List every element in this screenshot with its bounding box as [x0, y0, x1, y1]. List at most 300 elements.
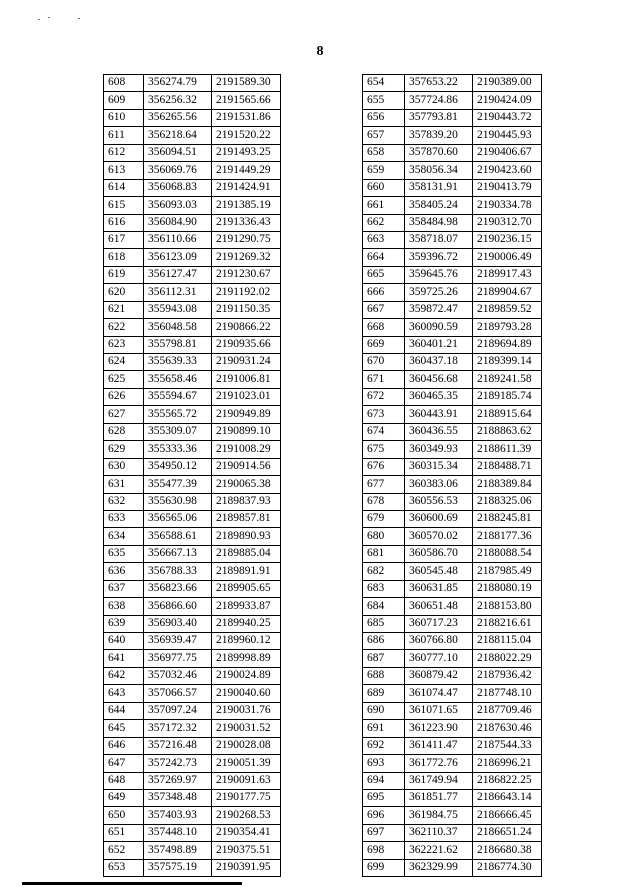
point-number-cell: 618	[104, 249, 144, 266]
x-coordinate-cell: 356565.06	[144, 510, 212, 527]
y-coordinate-cell: 2186680.38	[473, 842, 542, 859]
x-coordinate-cell: 356788.33	[144, 563, 212, 580]
x-coordinate-cell: 362329.99	[405, 859, 473, 876]
x-coordinate-cell: 359645.76	[405, 266, 473, 283]
x-coordinate-cell: 360777.10	[405, 650, 473, 667]
x-coordinate-cell: 356274.79	[144, 75, 212, 92]
coordinate-table-left	[103, 74, 281, 877]
point-number-cell: 641	[104, 650, 144, 667]
point-number-cell: 639	[104, 615, 144, 632]
point-number-cell: 672	[363, 388, 405, 405]
y-coordinate-cell: 2189940.25	[212, 615, 281, 632]
table-row	[104, 824, 281, 841]
table-row	[104, 580, 281, 597]
x-coordinate-cell: 357575.19	[144, 859, 212, 876]
point-number-cell: 625	[104, 371, 144, 388]
table-row	[104, 650, 281, 667]
table-row	[104, 127, 281, 144]
point-number-cell: 699	[363, 859, 405, 876]
table-row	[363, 109, 542, 126]
x-coordinate-cell: 356218.64	[144, 127, 212, 144]
x-coordinate-cell: 356123.09	[144, 249, 212, 266]
x-coordinate-cell: 356084.90	[144, 214, 212, 231]
x-coordinate-cell: 358056.34	[405, 162, 473, 179]
y-coordinate-cell: 2190424.09	[473, 92, 542, 109]
y-coordinate-cell: 2190051.39	[212, 755, 281, 772]
point-number-cell: 656	[363, 109, 405, 126]
y-coordinate-cell: 2189837.93	[212, 493, 281, 510]
table-row	[104, 441, 281, 458]
x-coordinate-cell: 355798.81	[144, 336, 212, 353]
table-row	[104, 197, 281, 214]
point-number-cell: 651	[104, 824, 144, 841]
x-coordinate-cell: 356977.75	[144, 650, 212, 667]
y-coordinate-cell: 2191520.22	[212, 127, 281, 144]
x-coordinate-cell: 360570.02	[405, 528, 473, 545]
y-coordinate-cell: 2190866.22	[212, 319, 281, 336]
x-coordinate-cell: 360315.34	[405, 458, 473, 475]
table-row	[363, 702, 542, 719]
table-row	[363, 580, 542, 597]
scan-speck	[38, 19, 40, 20]
point-number-cell: 657	[363, 127, 405, 144]
x-coordinate-cell: 360401.21	[405, 336, 473, 353]
x-coordinate-cell: 361851.77	[405, 789, 473, 806]
table-row	[104, 231, 281, 248]
point-number-cell: 614	[104, 179, 144, 196]
y-coordinate-cell: 2186666.45	[473, 807, 542, 824]
x-coordinate-cell: 357242.73	[144, 755, 212, 772]
y-coordinate-cell: 2190236.15	[473, 231, 542, 248]
x-coordinate-cell: 357793.81	[405, 109, 473, 126]
table-row	[363, 441, 542, 458]
point-number-cell: 620	[104, 284, 144, 301]
table-row	[104, 685, 281, 702]
point-number-cell: 691	[363, 720, 405, 737]
table-row	[104, 319, 281, 336]
point-number-cell: 654	[363, 75, 405, 92]
x-coordinate-cell: 357066.57	[144, 685, 212, 702]
point-number-cell: 695	[363, 789, 405, 806]
table-row	[363, 249, 542, 266]
point-number-cell: 675	[363, 441, 405, 458]
y-coordinate-cell: 2188389.84	[473, 476, 542, 493]
y-coordinate-cell: 2190040.60	[212, 685, 281, 702]
x-coordinate-cell: 358718.07	[405, 231, 473, 248]
scan-speck	[48, 17, 50, 18]
point-number-cell: 644	[104, 702, 144, 719]
table-row	[104, 301, 281, 318]
table-row	[363, 214, 542, 231]
table-row	[104, 737, 281, 754]
coordinate-table-right	[362, 74, 542, 877]
point-number-cell: 666	[363, 284, 405, 301]
point-number-cell: 610	[104, 109, 144, 126]
y-coordinate-cell: 2191269.32	[212, 249, 281, 266]
y-coordinate-cell: 2191192.02	[212, 284, 281, 301]
point-number-cell: 679	[363, 510, 405, 527]
y-coordinate-cell: 2187709.46	[473, 702, 542, 719]
x-coordinate-cell: 360556.53	[405, 493, 473, 510]
x-coordinate-cell: 357032.46	[144, 667, 212, 684]
x-coordinate-cell: 356256.32	[144, 92, 212, 109]
point-number-cell: 609	[104, 92, 144, 109]
table-row	[363, 528, 542, 545]
point-number-cell: 683	[363, 580, 405, 597]
table-row	[104, 354, 281, 371]
x-coordinate-cell: 356094.51	[144, 144, 212, 161]
point-number-cell: 630	[104, 458, 144, 475]
x-coordinate-cell: 356068.83	[144, 179, 212, 196]
x-coordinate-cell: 356667.13	[144, 545, 212, 562]
point-number-cell: 626	[104, 388, 144, 405]
y-coordinate-cell: 2189890.93	[212, 528, 281, 545]
point-number-cell: 696	[363, 807, 405, 824]
point-number-cell: 652	[104, 842, 144, 859]
y-coordinate-cell: 2191531.86	[212, 109, 281, 126]
x-coordinate-cell: 357839.20	[405, 127, 473, 144]
point-number-cell: 693	[363, 755, 405, 772]
x-coordinate-cell: 356069.76	[144, 162, 212, 179]
x-coordinate-cell: 360600.69	[405, 510, 473, 527]
point-number-cell: 640	[104, 633, 144, 650]
table-row	[363, 301, 542, 318]
x-coordinate-cell: 360437.18	[405, 354, 473, 371]
point-number-cell: 686	[363, 633, 405, 650]
table-row	[104, 162, 281, 179]
y-coordinate-cell: 2191006.81	[212, 371, 281, 388]
table-row	[363, 615, 542, 632]
table-row	[363, 458, 542, 475]
x-coordinate-cell: 360586.70	[405, 545, 473, 562]
y-coordinate-cell: 2188080.19	[473, 580, 542, 597]
point-number-cell: 653	[104, 859, 144, 876]
point-number-cell: 698	[363, 842, 405, 859]
table-row	[363, 789, 542, 806]
table-row	[104, 336, 281, 353]
table-row	[363, 144, 542, 161]
point-number-cell: 681	[363, 545, 405, 562]
point-number-cell: 646	[104, 737, 144, 754]
x-coordinate-cell: 355658.46	[144, 371, 212, 388]
y-coordinate-cell: 2190031.76	[212, 702, 281, 719]
point-number-cell: 667	[363, 301, 405, 318]
y-coordinate-cell: 2186774.30	[473, 859, 542, 876]
y-coordinate-cell: 2186643.14	[473, 789, 542, 806]
x-coordinate-cell: 361772.76	[405, 755, 473, 772]
table-row	[363, 510, 542, 527]
table-row	[104, 807, 281, 824]
point-number-cell: 677	[363, 476, 405, 493]
point-number-cell: 655	[363, 92, 405, 109]
point-number-cell: 645	[104, 720, 144, 737]
table-row	[363, 755, 542, 772]
x-coordinate-cell: 358131.91	[405, 179, 473, 196]
table-row	[104, 510, 281, 527]
y-coordinate-cell: 2190177.75	[212, 789, 281, 806]
point-number-cell: 647	[104, 755, 144, 772]
point-number-cell: 687	[363, 650, 405, 667]
table-row	[104, 789, 281, 806]
point-number-cell: 617	[104, 231, 144, 248]
point-number-cell: 670	[363, 354, 405, 371]
table-row	[363, 92, 542, 109]
table-row	[363, 319, 542, 336]
y-coordinate-cell: 2190031.52	[212, 720, 281, 737]
y-coordinate-cell: 2190423.60	[473, 162, 542, 179]
y-coordinate-cell: 2189917.43	[473, 266, 542, 283]
table-row	[104, 528, 281, 545]
x-coordinate-cell: 361074.47	[405, 685, 473, 702]
x-coordinate-cell: 355477.39	[144, 476, 212, 493]
y-coordinate-cell: 2190006.49	[473, 249, 542, 266]
x-coordinate-cell: 360879.42	[405, 667, 473, 684]
table-row	[363, 284, 542, 301]
table-row	[104, 772, 281, 789]
point-number-cell: 680	[363, 528, 405, 545]
table-row	[104, 179, 281, 196]
table-row	[104, 563, 281, 580]
x-coordinate-cell: 358484.98	[405, 214, 473, 231]
y-coordinate-cell: 2188115.04	[473, 633, 542, 650]
footer-rule	[22, 882, 242, 885]
y-coordinate-cell: 2189241.58	[473, 371, 542, 388]
point-number-cell: 685	[363, 615, 405, 632]
x-coordinate-cell: 355565.72	[144, 406, 212, 423]
point-number-cell: 692	[363, 737, 405, 754]
point-number-cell: 633	[104, 510, 144, 527]
y-coordinate-cell: 2190443.72	[473, 109, 542, 126]
point-number-cell: 628	[104, 423, 144, 440]
point-number-cell: 661	[363, 197, 405, 214]
x-coordinate-cell: 357216.48	[144, 737, 212, 754]
x-coordinate-cell: 358405.24	[405, 197, 473, 214]
table-row	[104, 406, 281, 423]
y-coordinate-cell: 2190935.66	[212, 336, 281, 353]
x-coordinate-cell: 360436.55	[405, 423, 473, 440]
x-coordinate-cell: 357448.10	[144, 824, 212, 841]
table-row	[104, 388, 281, 405]
table-row	[104, 702, 281, 719]
point-number-cell: 694	[363, 772, 405, 789]
point-number-cell: 615	[104, 197, 144, 214]
table-row	[104, 476, 281, 493]
table-row	[363, 476, 542, 493]
table-row	[104, 92, 281, 109]
x-coordinate-cell: 360465.35	[405, 388, 473, 405]
x-coordinate-cell: 357870.60	[405, 144, 473, 161]
y-coordinate-cell: 2188153.80	[473, 598, 542, 615]
x-coordinate-cell: 357724.86	[405, 92, 473, 109]
table-row	[363, 842, 542, 859]
y-coordinate-cell: 2190024.89	[212, 667, 281, 684]
y-coordinate-cell: 2191150.35	[212, 301, 281, 318]
table-row	[363, 162, 542, 179]
y-coordinate-cell: 2191230.67	[212, 266, 281, 283]
y-coordinate-cell: 2191449.29	[212, 162, 281, 179]
table-row	[104, 266, 281, 283]
y-coordinate-cell: 2189933.87	[212, 598, 281, 615]
table-row	[363, 633, 542, 650]
table-row	[363, 720, 542, 737]
x-coordinate-cell: 361749.94	[405, 772, 473, 789]
y-coordinate-cell: 2187936.42	[473, 667, 542, 684]
y-coordinate-cell: 2188915.64	[473, 406, 542, 423]
x-coordinate-cell: 356110.66	[144, 231, 212, 248]
point-number-cell: 636	[104, 563, 144, 580]
y-coordinate-cell: 2189904.67	[473, 284, 542, 301]
y-coordinate-cell: 2189998.89	[212, 650, 281, 667]
table-row	[363, 667, 542, 684]
y-coordinate-cell: 2190028.08	[212, 737, 281, 754]
y-coordinate-cell: 2190334.78	[473, 197, 542, 214]
table-row	[104, 842, 281, 859]
y-coordinate-cell: 2190931.24	[212, 354, 281, 371]
table-row	[104, 667, 281, 684]
x-coordinate-cell: 362221.62	[405, 842, 473, 859]
table-row	[104, 75, 281, 92]
table-row	[363, 824, 542, 841]
x-coordinate-cell: 359725.26	[405, 284, 473, 301]
point-number-cell: 611	[104, 127, 144, 144]
y-coordinate-cell: 2188177.36	[473, 528, 542, 545]
x-coordinate-cell: 357498.89	[144, 842, 212, 859]
table-row	[363, 336, 542, 353]
y-coordinate-cell: 2190914.56	[212, 458, 281, 475]
x-coordinate-cell: 360766.80	[405, 633, 473, 650]
x-coordinate-cell: 355594.67	[144, 388, 212, 405]
x-coordinate-cell: 361223.90	[405, 720, 473, 737]
point-number-cell: 678	[363, 493, 405, 510]
point-number-cell: 624	[104, 354, 144, 371]
point-number-cell: 635	[104, 545, 144, 562]
point-number-cell: 613	[104, 162, 144, 179]
point-number-cell: 668	[363, 319, 405, 336]
table-row	[363, 423, 542, 440]
x-coordinate-cell: 355639.33	[144, 354, 212, 371]
point-number-cell: 619	[104, 266, 144, 283]
y-coordinate-cell: 2191008.29	[212, 441, 281, 458]
x-coordinate-cell: 357097.24	[144, 702, 212, 719]
y-coordinate-cell: 2190389.00	[473, 75, 542, 92]
y-coordinate-cell: 2188863.62	[473, 423, 542, 440]
x-coordinate-cell: 360717.23	[405, 615, 473, 632]
point-number-cell: 684	[363, 598, 405, 615]
y-coordinate-cell: 2190445.93	[473, 127, 542, 144]
x-coordinate-cell: 356866.60	[144, 598, 212, 615]
point-number-cell: 658	[363, 144, 405, 161]
y-coordinate-cell: 2189891.91	[212, 563, 281, 580]
table-row	[363, 354, 542, 371]
y-coordinate-cell: 2191565.66	[212, 92, 281, 109]
x-coordinate-cell: 360383.06	[405, 476, 473, 493]
y-coordinate-cell: 2191589.30	[212, 75, 281, 92]
point-number-cell: 629	[104, 441, 144, 458]
point-number-cell: 623	[104, 336, 144, 353]
table-row	[363, 406, 542, 423]
point-number-cell: 631	[104, 476, 144, 493]
point-number-cell: 638	[104, 598, 144, 615]
table-row	[363, 807, 542, 824]
table-row	[363, 127, 542, 144]
x-coordinate-cell: 360651.48	[405, 598, 473, 615]
table-row	[363, 266, 542, 283]
table-row	[104, 545, 281, 562]
y-coordinate-cell: 2191385.19	[212, 197, 281, 214]
x-coordinate-cell: 356588.61	[144, 528, 212, 545]
point-number-cell: 690	[363, 702, 405, 719]
point-number-cell: 697	[363, 824, 405, 841]
point-number-cell: 664	[363, 249, 405, 266]
y-coordinate-cell: 2188611.39	[473, 441, 542, 458]
y-coordinate-cell: 2191493.25	[212, 144, 281, 161]
y-coordinate-cell: 2187985.49	[473, 563, 542, 580]
x-coordinate-cell: 359872.47	[405, 301, 473, 318]
table-row	[104, 615, 281, 632]
point-number-cell: 634	[104, 528, 144, 545]
x-coordinate-cell: 354950.12	[144, 458, 212, 475]
point-number-cell: 674	[363, 423, 405, 440]
point-number-cell: 688	[363, 667, 405, 684]
table-row	[104, 598, 281, 615]
table-row	[104, 214, 281, 231]
table-row	[104, 859, 281, 876]
x-coordinate-cell: 356048.58	[144, 319, 212, 336]
x-coordinate-cell: 360443.91	[405, 406, 473, 423]
x-coordinate-cell: 360545.48	[405, 563, 473, 580]
point-number-cell: 660	[363, 179, 405, 196]
x-coordinate-cell: 356903.40	[144, 615, 212, 632]
y-coordinate-cell: 2190949.89	[212, 406, 281, 423]
x-coordinate-cell: 356127.47	[144, 266, 212, 283]
point-number-cell: 663	[363, 231, 405, 248]
table-row	[363, 685, 542, 702]
x-coordinate-cell: 362110.37	[405, 824, 473, 841]
point-number-cell: 665	[363, 266, 405, 283]
point-number-cell: 676	[363, 458, 405, 475]
table-row	[104, 493, 281, 510]
x-coordinate-cell: 361984.75	[405, 807, 473, 824]
table-row	[104, 755, 281, 772]
y-coordinate-cell: 2190091.63	[212, 772, 281, 789]
table-row	[104, 720, 281, 737]
x-coordinate-cell: 361071.65	[405, 702, 473, 719]
point-number-cell: 650	[104, 807, 144, 824]
y-coordinate-cell: 2189960.12	[212, 633, 281, 650]
scan-speck	[78, 18, 80, 19]
x-coordinate-cell: 357172.32	[144, 720, 212, 737]
x-coordinate-cell: 355309.07	[144, 423, 212, 440]
x-coordinate-cell: 357403.93	[144, 807, 212, 824]
x-coordinate-cell: 360349.93	[405, 441, 473, 458]
x-coordinate-cell: 355943.08	[144, 301, 212, 318]
point-number-cell: 637	[104, 580, 144, 597]
y-coordinate-cell: 2190375.51	[212, 842, 281, 859]
point-number-cell: 612	[104, 144, 144, 161]
table-row	[104, 423, 281, 440]
table-row	[363, 737, 542, 754]
table-row	[363, 772, 542, 789]
table-row	[104, 371, 281, 388]
point-number-cell: 616	[104, 214, 144, 231]
y-coordinate-cell: 2186996.21	[473, 755, 542, 772]
table-row	[363, 197, 542, 214]
table-row	[363, 371, 542, 388]
point-number-cell: 621	[104, 301, 144, 318]
x-coordinate-cell: 356939.47	[144, 633, 212, 650]
y-coordinate-cell: 2187748.10	[473, 685, 542, 702]
point-number-cell: 608	[104, 75, 144, 92]
